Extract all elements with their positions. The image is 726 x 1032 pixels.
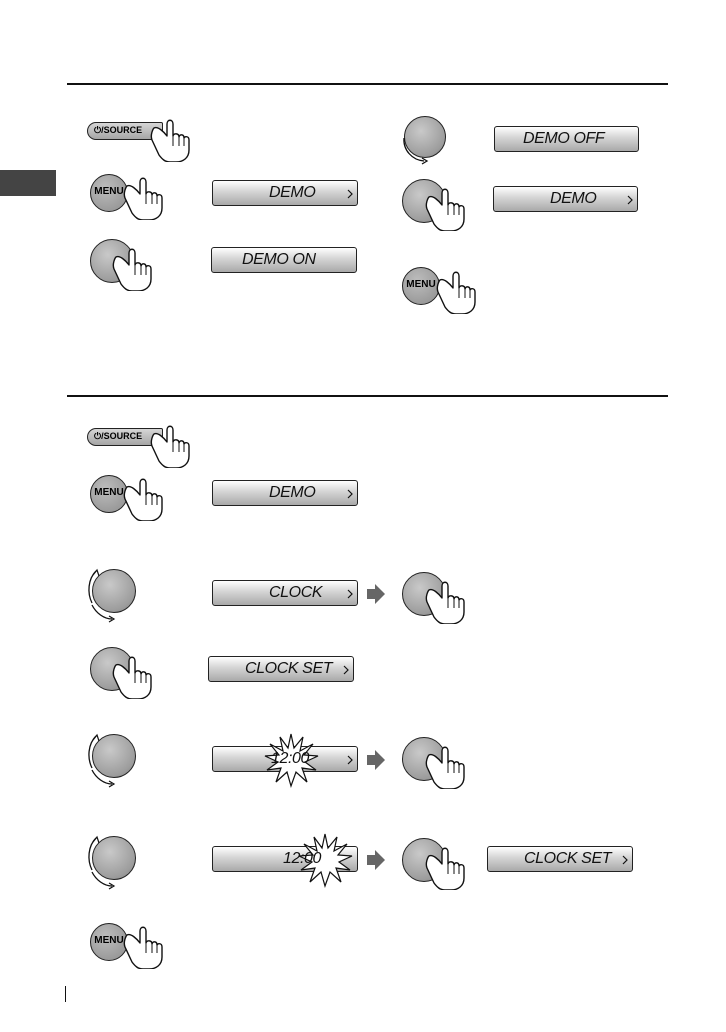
control-dial-rotate[interactable] <box>400 116 450 166</box>
page-footer-line <box>65 986 66 1002</box>
chevron-right-icon <box>347 755 353 765</box>
lcd-display-clock-set <box>487 846 633 872</box>
next-step-arrow-icon <box>367 584 385 604</box>
display-text: DEMO OFF <box>523 130 605 147</box>
chevron-right-icon <box>343 665 349 675</box>
lcd-display-demo <box>212 180 358 206</box>
press-hand-icon <box>425 580 465 624</box>
press-hand-icon <box>123 477 163 521</box>
display-text: DEMO <box>550 190 597 207</box>
lcd-display-clock <box>212 580 358 606</box>
lcd-display-demo <box>212 480 358 506</box>
display-text: DEMO <box>269 484 316 501</box>
chevron-right-icon <box>347 189 353 199</box>
lcd-display-demo-on <box>211 247 357 273</box>
menu-button-label: MENU <box>94 935 124 946</box>
chevron-right-icon <box>347 589 353 599</box>
display-text: DEMO ON <box>242 251 316 268</box>
press-hand-icon <box>425 745 465 789</box>
rotate-arrow-icon <box>86 832 142 890</box>
press-hand-icon <box>112 247 152 291</box>
source-button-label: ⏻/SOURCE <box>94 125 143 135</box>
display-text: CLOCK SET <box>524 850 612 867</box>
next-step-arrow-icon <box>367 750 385 770</box>
chevron-right-icon <box>627 195 633 205</box>
control-dial-rotate[interactable] <box>86 730 136 780</box>
press-hand-icon <box>425 846 465 890</box>
press-hand-icon <box>123 925 163 969</box>
source-button-label: ⏻/SOURCE <box>94 431 143 441</box>
chevron-right-icon <box>622 855 628 865</box>
chevron-right-icon <box>347 489 353 499</box>
press-hand-icon <box>123 176 163 220</box>
next-step-arrow-icon <box>367 850 385 870</box>
lcd-display-demo <box>493 186 638 212</box>
press-hand-icon <box>150 424 190 468</box>
display-text: CLOCK SET <box>245 660 333 677</box>
press-hand-icon <box>436 270 476 314</box>
language-tab <box>0 170 56 196</box>
lcd-display-time-minute <box>212 846 358 872</box>
lcd-display-clock-set <box>208 656 354 682</box>
section-divider-middle <box>67 395 668 397</box>
control-dial-rotate[interactable] <box>86 832 136 882</box>
menu-button-label: MENU <box>94 487 124 498</box>
lcd-display-time-hour <box>212 746 358 772</box>
rotate-arrow-icon <box>400 116 450 168</box>
press-hand-icon <box>425 187 465 231</box>
control-dial-rotate[interactable] <box>86 565 136 615</box>
press-hand-icon <box>112 655 152 699</box>
menu-button-label: MENU <box>406 279 436 290</box>
display-text: 12:00 <box>271 750 310 767</box>
lcd-display-demo-off <box>494 126 639 152</box>
display-text: DEMO <box>269 184 316 201</box>
display-text: CLOCK <box>269 584 323 601</box>
menu-button-label: MENU <box>94 186 124 197</box>
display-text: 12:00 <box>283 850 322 867</box>
section-divider-top <box>67 83 668 85</box>
rotate-arrow-icon <box>86 730 142 788</box>
rotate-arrow-icon <box>86 565 142 623</box>
menu-button[interactable] <box>402 267 440 305</box>
press-hand-icon <box>150 118 190 162</box>
